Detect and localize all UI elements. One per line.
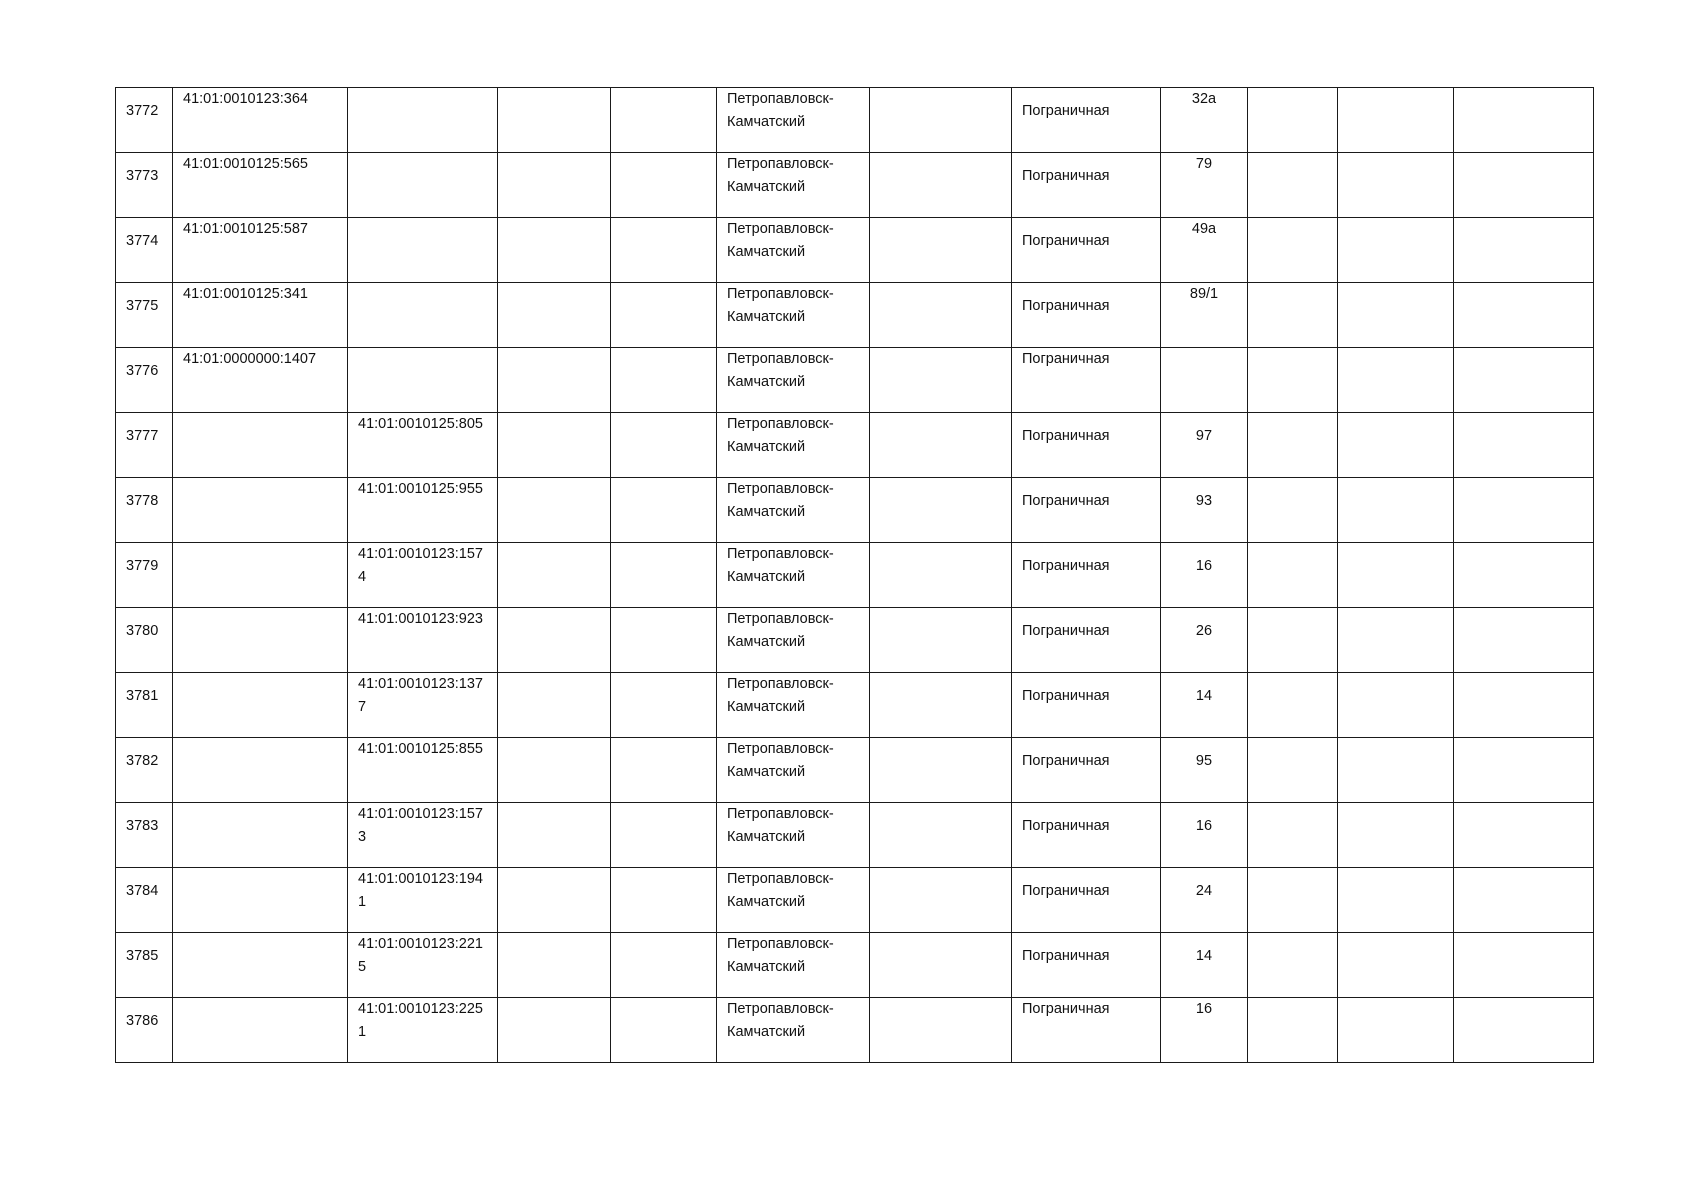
street-cell	[1012, 738, 1161, 803]
row-number-cell	[116, 218, 173, 283]
row-number-text: 3774	[126, 233, 159, 249]
table-row	[116, 348, 1594, 413]
city-text: Петропавловск-Камчатский	[727, 351, 834, 390]
street-cell	[1012, 348, 1161, 413]
row-number-text: 3773	[126, 168, 159, 184]
row-number-text: 3782	[126, 753, 159, 769]
empty-cell	[1248, 153, 1338, 218]
table-row	[116, 153, 1594, 218]
street-cell	[1012, 673, 1161, 738]
table-row	[116, 88, 1594, 153]
street-text: Пограничная	[1022, 493, 1110, 509]
empty-cell	[1454, 738, 1594, 803]
city-cell	[717, 348, 870, 413]
street-text: Пограничная	[1022, 623, 1110, 639]
empty-cell	[1454, 998, 1594, 1063]
city-cell	[717, 608, 870, 673]
cadastral-number-alt-cell	[348, 933, 498, 998]
cadastral-number-cell	[173, 413, 348, 478]
house-number-cell	[1161, 283, 1248, 348]
cadastral-number-cell	[173, 283, 348, 348]
city-text: Петропавловск-Камчатский	[727, 156, 834, 195]
row-number-text: 3778	[126, 493, 159, 509]
cadastral-number-cell	[173, 218, 348, 283]
empty-cell	[1248, 543, 1338, 608]
row-number-text: 3784	[126, 883, 159, 899]
house-number-cell	[1161, 153, 1248, 218]
empty-cell	[1338, 413, 1454, 478]
house-number-cell	[1161, 88, 1248, 153]
row-number-cell	[116, 478, 173, 543]
house-number-cell	[1161, 218, 1248, 283]
row-number-cell	[116, 283, 173, 348]
cadastral-number-alt-text: 41:01:0010123:1573	[358, 806, 483, 845]
cadastral-number-text: 41:01:0010125:565	[183, 156, 308, 172]
house-number-text: 97	[1195, 428, 1213, 444]
house-number-text: 26	[1195, 623, 1213, 639]
cadastral-number-alt-cell	[348, 348, 498, 413]
city-cell	[717, 88, 870, 153]
empty-cell	[611, 998, 717, 1063]
empty-cell	[1248, 868, 1338, 933]
empty-cell	[1248, 998, 1338, 1063]
cadastral-number-alt-cell	[348, 413, 498, 478]
empty-cell	[611, 218, 717, 283]
empty-cell	[611, 543, 717, 608]
table-row	[116, 673, 1594, 738]
empty-cell	[611, 933, 717, 998]
empty-cell	[1248, 218, 1338, 283]
empty-cell	[1454, 543, 1594, 608]
empty-cell	[1248, 673, 1338, 738]
city-text: Петропавловск-Камчатский	[727, 481, 834, 520]
empty-cell	[1338, 153, 1454, 218]
house-number-text: 32а	[1191, 91, 1217, 107]
table-row	[116, 478, 1594, 543]
empty-cell	[870, 738, 1012, 803]
empty-cell	[611, 673, 717, 738]
city-text: Петропавловск-Камчатский	[727, 416, 834, 455]
empty-cell	[1248, 478, 1338, 543]
street-text: Пограничная	[1022, 168, 1110, 184]
city-cell	[717, 673, 870, 738]
empty-cell	[1338, 998, 1454, 1063]
street-cell	[1012, 998, 1161, 1063]
empty-cell	[498, 153, 611, 218]
empty-cell	[1454, 673, 1594, 738]
empty-cell	[1248, 608, 1338, 673]
cadastral-number-cell	[173, 153, 348, 218]
city-cell	[717, 738, 870, 803]
cadastral-number-cell	[173, 543, 348, 608]
table-row	[116, 868, 1594, 933]
empty-cell	[1454, 413, 1594, 478]
row-number-text: 3785	[126, 948, 159, 964]
cadastral-number-alt-text: 41:01:0010125:855	[358, 741, 483, 757]
street-cell	[1012, 933, 1161, 998]
table-row	[116, 543, 1594, 608]
empty-cell	[611, 413, 717, 478]
house-number-cell	[1161, 673, 1248, 738]
empty-cell	[611, 283, 717, 348]
cadastral-number-alt-cell	[348, 153, 498, 218]
cadastral-number-cell	[173, 933, 348, 998]
empty-cell	[1248, 88, 1338, 153]
house-number-text: 16	[1195, 558, 1213, 574]
empty-cell	[1338, 868, 1454, 933]
empty-cell	[1248, 803, 1338, 868]
empty-cell	[870, 153, 1012, 218]
cadastral-number-alt-cell	[348, 88, 498, 153]
house-number-cell	[1161, 868, 1248, 933]
empty-cell	[1248, 933, 1338, 998]
row-number-text: 3776	[126, 363, 159, 379]
row-number-cell	[116, 348, 173, 413]
cadastral-number-cell	[173, 88, 348, 153]
cadastral-number-cell	[173, 673, 348, 738]
row-number-cell	[116, 738, 173, 803]
empty-cell	[1454, 868, 1594, 933]
empty-cell	[498, 283, 611, 348]
street-cell	[1012, 868, 1161, 933]
cadastral-number-alt-cell	[348, 218, 498, 283]
house-number-text: 49а	[1191, 221, 1217, 237]
street-text: Пограничная	[1022, 558, 1110, 574]
cadastral-number-text: 41:01:0010125:587	[183, 221, 308, 237]
empty-cell	[1454, 608, 1594, 673]
city-text: Петропавловск-Камчатский	[727, 806, 834, 845]
house-number-text: 14	[1195, 948, 1213, 964]
empty-cell	[870, 933, 1012, 998]
street-text: Пограничная	[1022, 753, 1110, 769]
house-number-text: 16	[1195, 818, 1213, 834]
house-number-text: 24	[1195, 883, 1213, 899]
house-number-cell	[1161, 933, 1248, 998]
city-text: Петропавловск-Камчатский	[727, 91, 834, 130]
empty-cell	[1338, 218, 1454, 283]
house-number-text: 79	[1195, 156, 1213, 172]
cadastral-number-alt-text: 41:01:0010123:1574	[358, 546, 483, 585]
empty-cell	[1338, 673, 1454, 738]
house-number-text: 16	[1195, 1001, 1213, 1017]
empty-cell	[1248, 348, 1338, 413]
empty-cell	[1248, 283, 1338, 348]
empty-cell	[870, 88, 1012, 153]
empty-cell	[870, 803, 1012, 868]
house-number-text: 93	[1195, 493, 1213, 509]
empty-cell	[611, 153, 717, 218]
house-number-cell	[1161, 543, 1248, 608]
street-text: Пограничная	[1022, 351, 1110, 367]
table-row	[116, 218, 1594, 283]
empty-cell	[611, 738, 717, 803]
row-number-text: 3779	[126, 558, 159, 574]
empty-cell	[611, 348, 717, 413]
empty-cell	[498, 738, 611, 803]
street-text: Пограничная	[1022, 298, 1110, 314]
street-text: Пограничная	[1022, 818, 1110, 834]
empty-cell	[870, 348, 1012, 413]
empty-cell	[498, 608, 611, 673]
table-row	[116, 998, 1594, 1063]
street-cell	[1012, 803, 1161, 868]
row-number-cell	[116, 998, 173, 1063]
cadastral-number-cell	[173, 803, 348, 868]
empty-cell	[870, 673, 1012, 738]
city-text: Петропавловск-Камчатский	[727, 221, 834, 260]
table-row	[116, 933, 1594, 998]
empty-cell	[870, 543, 1012, 608]
street-cell	[1012, 153, 1161, 218]
cadastral-number-alt-text: 41:01:0010123:2215	[358, 936, 483, 975]
street-text: Пограничная	[1022, 883, 1110, 899]
row-number-text: 3783	[126, 818, 159, 834]
cadastral-number-alt-text: 41:01:0010125:805	[358, 416, 483, 432]
empty-cell	[1338, 348, 1454, 413]
house-number-cell	[1161, 478, 1248, 543]
street-text: Пограничная	[1022, 948, 1110, 964]
city-cell	[717, 803, 870, 868]
city-text: Петропавловск-Камчатский	[727, 741, 834, 780]
empty-cell	[1248, 738, 1338, 803]
empty-cell	[498, 348, 611, 413]
city-cell	[717, 998, 870, 1063]
cadastral-number-cell	[173, 868, 348, 933]
cadastral-number-alt-text: 41:01:0010123:923	[358, 611, 483, 627]
row-number-cell	[116, 543, 173, 608]
street-cell	[1012, 283, 1161, 348]
empty-cell	[1338, 88, 1454, 153]
house-number-cell	[1161, 998, 1248, 1063]
cadastral-number-cell	[173, 348, 348, 413]
cadastral-number-alt-text: 41:01:0010123:1941	[358, 871, 483, 910]
cadastral-number-cell	[173, 998, 348, 1063]
empty-cell	[870, 478, 1012, 543]
street-cell	[1012, 543, 1161, 608]
empty-cell	[1454, 283, 1594, 348]
empty-cell	[1338, 803, 1454, 868]
row-number-cell	[116, 933, 173, 998]
city-cell	[717, 283, 870, 348]
empty-cell	[870, 283, 1012, 348]
house-number-cell	[1161, 803, 1248, 868]
street-text: Пограничная	[1022, 103, 1110, 119]
city-text: Петропавловск-Камчатский	[727, 1001, 834, 1040]
empty-cell	[498, 933, 611, 998]
cadastral-number-alt-cell	[348, 543, 498, 608]
house-number-cell	[1161, 738, 1248, 803]
empty-cell	[1338, 283, 1454, 348]
cadastral-number-text: 41:01:0000000:1407	[183, 351, 317, 367]
empty-cell	[498, 478, 611, 543]
empty-cell	[498, 868, 611, 933]
city-cell	[717, 478, 870, 543]
empty-cell	[1454, 348, 1594, 413]
row-number-text: 3775	[126, 298, 159, 314]
empty-cell	[1338, 738, 1454, 803]
street-cell	[1012, 478, 1161, 543]
cadastral-number-alt-cell	[348, 478, 498, 543]
row-number-text: 3777	[126, 428, 159, 444]
cadastral-number-alt-cell	[348, 998, 498, 1063]
cadastral-number-alt-cell	[348, 868, 498, 933]
cadastral-number-alt-cell	[348, 803, 498, 868]
city-cell	[717, 933, 870, 998]
city-cell	[717, 153, 870, 218]
empty-cell	[611, 868, 717, 933]
row-number-cell	[116, 673, 173, 738]
row-number-cell	[116, 413, 173, 478]
empty-cell	[1454, 478, 1594, 543]
row-number-cell	[116, 608, 173, 673]
empty-cell	[870, 868, 1012, 933]
city-text: Петропавловск-Камчатский	[727, 286, 834, 325]
cadastral-number-alt-text: 41:01:0010123:2251	[358, 1001, 483, 1040]
city-text: Петропавловск-Камчатский	[727, 871, 834, 910]
street-cell	[1012, 218, 1161, 283]
empty-cell	[611, 608, 717, 673]
city-cell	[717, 868, 870, 933]
empty-cell	[1248, 413, 1338, 478]
city-text: Петропавловск-Камчатский	[727, 546, 834, 585]
empty-cell	[1338, 608, 1454, 673]
empty-cell	[1454, 88, 1594, 153]
house-number-text: 95	[1195, 753, 1213, 769]
cadastral-number-alt-cell	[348, 738, 498, 803]
house-number-cell	[1161, 608, 1248, 673]
empty-cell	[498, 88, 611, 153]
empty-cell	[870, 608, 1012, 673]
empty-cell	[870, 998, 1012, 1063]
cadastral-number-alt-text: 41:01:0010123:1377	[358, 676, 483, 715]
empty-cell	[498, 543, 611, 608]
cadastral-number-cell	[173, 738, 348, 803]
cadastral-number-cell	[173, 608, 348, 673]
empty-cell	[1454, 153, 1594, 218]
row-number-text: 3786	[126, 1013, 159, 1029]
city-cell	[717, 413, 870, 478]
city-cell	[717, 543, 870, 608]
street-text: Пограничная	[1022, 688, 1110, 704]
house-number-cell	[1161, 348, 1248, 413]
empty-cell	[611, 478, 717, 543]
empty-cell	[1338, 543, 1454, 608]
street-text: Пограничная	[1022, 233, 1110, 249]
empty-cell	[498, 673, 611, 738]
cadastral-number-cell	[173, 478, 348, 543]
row-number-text: 3780	[126, 623, 159, 639]
cadastral-number-alt-text: 41:01:0010125:955	[358, 481, 483, 497]
table-row	[116, 803, 1594, 868]
row-number-cell	[116, 153, 173, 218]
empty-cell	[498, 218, 611, 283]
cadastral-number-alt-cell	[348, 673, 498, 738]
empty-cell	[611, 803, 717, 868]
city-text: Петропавловск-Камчатский	[727, 936, 834, 975]
house-number-text: 14	[1195, 688, 1213, 704]
cadastral-number-alt-cell	[348, 608, 498, 673]
house-number-text: 89/1	[1189, 286, 1219, 302]
street-cell	[1012, 413, 1161, 478]
registry-table	[115, 87, 1594, 1063]
empty-cell	[1454, 218, 1594, 283]
row-number-cell	[116, 868, 173, 933]
empty-cell	[870, 413, 1012, 478]
row-number-text: 3772	[126, 103, 159, 119]
row-number-text: 3781	[126, 688, 159, 704]
city-cell	[717, 218, 870, 283]
empty-cell	[498, 998, 611, 1063]
row-number-cell	[116, 88, 173, 153]
empty-cell	[870, 218, 1012, 283]
empty-cell	[1338, 933, 1454, 998]
table-row	[116, 738, 1594, 803]
table-row	[116, 413, 1594, 478]
empty-cell	[1338, 478, 1454, 543]
street-text: Пограничная	[1022, 428, 1110, 444]
cadastral-number-text: 41:01:0010125:341	[183, 286, 308, 302]
cadastral-number-alt-cell	[348, 283, 498, 348]
city-text: Петропавловск-Камчатский	[727, 611, 834, 650]
city-text: Петропавловск-Камчатский	[727, 676, 834, 715]
street-cell	[1012, 608, 1161, 673]
empty-cell	[498, 413, 611, 478]
empty-cell	[498, 803, 611, 868]
street-cell	[1012, 88, 1161, 153]
table-row	[116, 283, 1594, 348]
street-text: Пограничная	[1022, 1001, 1110, 1017]
row-number-cell	[116, 803, 173, 868]
house-number-cell	[1161, 413, 1248, 478]
table-row	[116, 608, 1594, 673]
empty-cell	[611, 88, 717, 153]
cadastral-number-text: 41:01:0010123:364	[183, 91, 308, 107]
empty-cell	[1454, 803, 1594, 868]
empty-cell	[1454, 933, 1594, 998]
